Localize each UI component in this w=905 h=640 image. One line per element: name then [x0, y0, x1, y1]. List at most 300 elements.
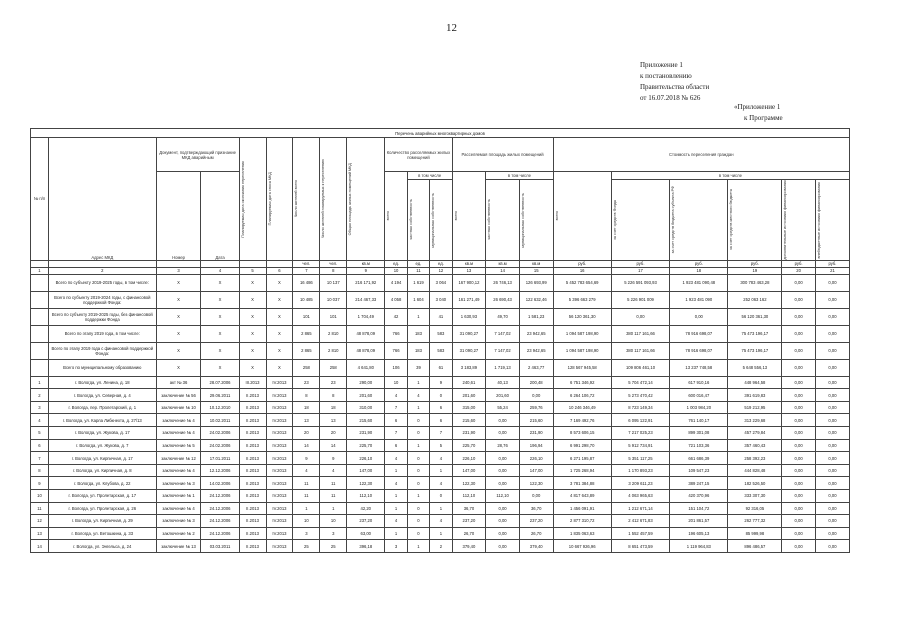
row-cell-g: 0	[407, 452, 429, 465]
summary-cell-c: 2 865	[293, 325, 320, 342]
row-cell-b: IV.2013	[266, 490, 293, 503]
row-cell-d: 25	[320, 540, 347, 553]
summary-cell-j: 7 147,02	[486, 342, 520, 359]
row-cell-addr: г. Вологда, ул. Клубова, д. 22	[48, 477, 156, 490]
row-cell-l: 1 835 063,63	[553, 527, 611, 540]
summary-cell-i: 31 090,27	[452, 342, 486, 359]
row-cell-q: 0,00	[815, 376, 849, 389]
row-cell-n2: 201 861,57	[670, 515, 728, 528]
row-cell-dn: акт № 36	[156, 376, 201, 389]
row-cell-q: 0,00	[815, 452, 849, 465]
summary-cell-f: 766	[385, 325, 407, 342]
summary-rows	[31, 274, 850, 376]
summary-cell-p: 0,00	[782, 359, 816, 376]
col-resettle-units-header: Количество расселяемых жилых помещений	[385, 138, 452, 172]
summary-cell-m: 5 226 901 009	[611, 291, 669, 308]
row-cell-n: 6	[31, 439, 49, 452]
summary-cell-p: 0,00	[782, 308, 816, 325]
row-cell-l: 7 169 492,76	[553, 414, 611, 427]
row-cell-n: 10	[31, 490, 49, 503]
summary-cell-doc_date: Х	[201, 274, 239, 291]
row-cell-addr: г. Вологда, ул. Жукова, д. 17	[48, 427, 156, 440]
summary-cell-g: 183	[407, 342, 429, 359]
column-number-row: 1 2 3 4 5 6 7 8 9 10 11 12 13 14 15 16 17 18 19 20 21	[31, 267, 850, 274]
row-cell-m: 4 063 965,63	[611, 490, 669, 503]
row-cell-dd: 28.07.2006	[201, 376, 239, 389]
row-cell-n: 2	[31, 389, 49, 402]
table-row	[31, 439, 850, 452]
row-cell-g: 0	[407, 414, 429, 427]
row-cell-o: 357 460,43	[728, 439, 782, 452]
row-cell-p: 0,00	[782, 376, 816, 389]
row-cell-f: 10	[385, 376, 407, 389]
table-row	[31, 401, 850, 414]
row-cell-dd: 03.03.2011	[201, 540, 239, 553]
row-cell-j: 201,60	[486, 389, 520, 402]
summary-cell-h: 61	[430, 359, 452, 376]
row-cell-dd: 24.12.2006	[201, 515, 239, 528]
col-cost-extra-header: внебюджетные источники финансирования	[815, 180, 849, 261]
row-cell-c: 3	[293, 527, 320, 540]
row-cell-k: 122,30	[519, 477, 553, 490]
house-list-table-container	[30, 128, 850, 628]
summary-cell-m: 0,00	[611, 308, 669, 325]
house-rows	[31, 376, 850, 552]
row-cell-k: 226,10	[519, 452, 553, 465]
col-num-header: № п/п	[31, 138, 49, 261]
summary-cell-i: 167 900,12	[452, 274, 486, 291]
row-cell-i: 201,60	[452, 389, 486, 402]
row-cell-n2: 1 003 984,20	[670, 401, 728, 414]
row-cell-o: 896 486,57	[728, 540, 782, 553]
summary-cell-a: Х	[239, 359, 266, 376]
summary-cell-e: 1 704,49	[347, 308, 385, 325]
row-cell-g: 1	[407, 376, 429, 389]
summary-cell-a: Х	[239, 342, 266, 359]
summary-cell-k: 1 581,23	[519, 308, 553, 325]
summary-cell-j: 26 746,13	[486, 274, 520, 291]
row-cell-f: 6	[385, 439, 407, 452]
row-cell-l: 6 991 298,70	[553, 439, 611, 452]
row-cell-addr: г. Вологда, ул. Кирпичная, д. 17	[48, 452, 156, 465]
summary-label-cell	[31, 325, 49, 342]
row-cell-o: 92 316,05	[728, 502, 782, 515]
summary-cell-j: 49,70	[486, 308, 520, 325]
row-cell-e: 112,10	[347, 490, 385, 503]
summary-cell-l: 1 094 587 198,90	[553, 325, 611, 342]
summary-cell-l: 1 094 587 198,90	[553, 342, 611, 359]
summary-cell-d: 10 037	[320, 291, 347, 308]
row-cell-c: 8	[293, 389, 320, 402]
col-cost-local-header: за счет средств местного бюджета	[728, 180, 782, 261]
row-cell-q: 0,00	[815, 439, 849, 452]
row-cell-dn: заключение № 13	[156, 540, 201, 553]
row-cell-d: 11	[320, 490, 347, 503]
row-cell-g: 0	[407, 515, 429, 528]
row-cell-p: 0,00	[782, 540, 816, 553]
row-cell-p: 0,00	[782, 389, 816, 402]
col-address-header: Адрес МКД	[48, 138, 156, 261]
summary-row	[31, 342, 850, 359]
table-title: Перечень аварийных многоквартирных домов	[31, 129, 850, 138]
row-cell-j: 40,13	[486, 376, 520, 389]
row-cell-e: 396,18	[347, 540, 385, 553]
row-cell-j: 0,00	[486, 515, 520, 528]
summary-cell-f: 4 194	[385, 274, 407, 291]
summary-cell-d: 10 137	[320, 274, 347, 291]
table-row	[31, 502, 850, 515]
summary-label: Всего по субъекту 2019-2025 годы, в том числе:	[48, 274, 156, 291]
summary-row	[31, 325, 850, 342]
summary-cell-h: 41	[430, 308, 452, 325]
summary-cell-b: Х	[266, 291, 293, 308]
row-cell-k: 237,20	[519, 515, 553, 528]
col-cost-header: Стоимость переселения граждан	[553, 138, 849, 172]
summary-cell-doc_date: Х	[201, 359, 239, 376]
summary-cell-d: 258	[320, 359, 347, 376]
row-cell-m: 1 552 457,59	[611, 527, 669, 540]
row-cell-b: IV.2013	[266, 452, 293, 465]
row-cell-p: 0,00	[782, 527, 816, 540]
table-row	[31, 540, 850, 553]
summary-cell-m: 5 226 591 093,93	[611, 274, 669, 291]
row-cell-m: 5 704 472,14	[611, 376, 669, 389]
col-units-sub-header: в том числе	[407, 172, 452, 180]
row-cell-m: 3 209 611,23	[611, 477, 669, 490]
col-cost-total-header: всего	[553, 172, 611, 261]
summary-cell-g: 39	[407, 359, 429, 376]
row-cell-g: 0	[407, 477, 429, 490]
col-units-private-header: частная собственность	[407, 180, 429, 261]
row-cell-dn: заключение № 1	[156, 490, 201, 503]
row-cell-d: 4	[320, 464, 347, 477]
row-cell-o: 391 619,83	[728, 389, 782, 402]
row-cell-f: 4	[385, 515, 407, 528]
row-cell-c: 14	[293, 439, 320, 452]
summary-row	[31, 359, 850, 376]
summary-cell-j: 7 147,02	[486, 325, 520, 342]
row-cell-n: 4	[31, 414, 49, 427]
row-cell-dn: заключение № 3	[156, 477, 201, 490]
row-cell-p: 0,00	[782, 515, 816, 528]
summary-cell-q: 0,00	[815, 308, 849, 325]
row-cell-e: 231,90	[347, 427, 385, 440]
summary-cell-f: 42	[385, 308, 407, 325]
col-area-group-header: Расселяемая площадь жилых помещений	[452, 138, 553, 172]
annex-program-block	[734, 102, 783, 124]
row-cell-dn: заключение № 4	[156, 427, 201, 440]
row-cell-b: IV.2013	[266, 414, 293, 427]
row-cell-a: II.2013	[239, 427, 266, 440]
row-cell-d: 18	[320, 401, 347, 414]
row-cell-q: 0,00	[815, 502, 849, 515]
row-cell-d: 10	[320, 515, 347, 528]
row-cell-g: 0	[407, 427, 429, 440]
row-cell-q: 0,00	[815, 389, 849, 402]
summary-label: Всего по субъекту 2019-2024 годы, с финансовой поддержкой Фонда:	[48, 291, 156, 308]
row-cell-e: 201,60	[347, 389, 385, 402]
summary-cell-doc_date: Х	[201, 308, 239, 325]
summary-cell-l: 128 567 945,58	[553, 359, 611, 376]
summary-cell-k: 23 942,65	[519, 325, 553, 342]
row-cell-a: II.2013	[239, 452, 266, 465]
row-cell-q: 0,00	[815, 527, 849, 540]
row-cell-j: 0,00	[486, 527, 520, 540]
row-cell-dd: 24.02.2006	[201, 427, 239, 440]
row-cell-n2: 151 104,72	[670, 502, 728, 515]
summary-cell-o: 75 473 196,17	[728, 325, 782, 342]
row-cell-dd: 10.02.2011	[201, 414, 239, 427]
row-cell-k: 379,40	[519, 540, 553, 553]
row-cell-l: 6 264 106,72	[553, 389, 611, 402]
summary-label: Всего по муниципальному образованию	[48, 359, 156, 376]
summary-cell-o: 56 120 361,30	[728, 308, 782, 325]
table-row	[31, 414, 850, 427]
row-cell-n2: 109 547,23	[670, 464, 728, 477]
col-area-header: Общая площадь жилых помещений МКД	[347, 138, 385, 261]
summary-cell-g: 183	[407, 325, 429, 342]
summary-cell-n: 78 916 698,07	[670, 342, 728, 359]
summary-cell-o: 5 648 556,13	[728, 359, 782, 376]
row-cell-m: 8 723 149,34	[611, 401, 669, 414]
row-cell-addr: г. Вологда, ул. Пролетарская, д. 26	[48, 502, 156, 515]
row-cell-addr: г. Вологда, ул. Пролетарская, д. 17	[48, 490, 156, 503]
row-cell-a: II.2013	[239, 389, 266, 402]
row-cell-p: 0,00	[782, 414, 816, 427]
row-cell-p: 0,00	[782, 477, 816, 490]
row-cell-b: IV.2013	[266, 527, 293, 540]
summary-cell-b: Х	[266, 359, 293, 376]
summary-cell-doc_date: Х	[201, 342, 239, 359]
row-cell-i: 240,61	[452, 376, 486, 389]
row-cell-l: 8 573 606,15	[553, 427, 611, 440]
col-doc-header: Документ, подтверждающий признание МКД аварийным	[156, 138, 239, 172]
summary-row	[31, 308, 850, 325]
row-cell-o: 519 212,95	[728, 401, 782, 414]
row-cell-dn: заключение № 3	[156, 515, 201, 528]
row-cell-l: 10 246 346,49	[553, 401, 611, 414]
row-cell-n: 11	[31, 502, 49, 515]
summary-cell-e: 4 641,80	[347, 359, 385, 376]
row-cell-dn: заключение № 5	[156, 439, 201, 452]
summary-cell-i: 161 271,49	[452, 291, 486, 308]
summary-cell-g: 1 604	[407, 291, 429, 308]
col-doc-num-header: Номер	[156, 172, 201, 261]
row-cell-m: 5 351 117,25	[611, 452, 669, 465]
row-cell-m: 6 095 122,91	[611, 414, 669, 427]
row-cell-h: 5	[430, 439, 452, 452]
summary-cell-g: 1 619	[407, 274, 429, 291]
row-cell-l: 3 781 384,88	[553, 477, 611, 490]
row-cell-n2: 899 301,08	[670, 427, 728, 440]
summary-cell-o: 300 783 463,28	[728, 274, 782, 291]
row-cell-e: 63,00	[347, 527, 385, 540]
row-cell-n: 3	[31, 401, 49, 414]
row-cell-c: 25	[293, 540, 320, 553]
summary-row	[31, 274, 850, 291]
row-cell-f: 1	[385, 527, 407, 540]
row-cell-d: 11	[320, 477, 347, 490]
row-cell-a: II.2013	[239, 515, 266, 528]
row-cell-h: 7	[430, 427, 452, 440]
row-cell-a: II.2013	[239, 401, 266, 414]
row-cell-h: 1	[430, 464, 452, 477]
row-cell-f: 3	[385, 540, 407, 553]
row-cell-e: 237,20	[347, 515, 385, 528]
summary-cell-p: 0,00	[782, 291, 816, 308]
row-cell-i: 215,60	[452, 414, 486, 427]
summary-cell-k: 126 693,99	[519, 274, 553, 291]
row-cell-b: IV.2013	[266, 376, 293, 389]
col-area-private-header: частная собственность	[486, 180, 520, 261]
row-cell-q: 0,00	[815, 540, 849, 553]
row-cell-j: 0,00	[486, 414, 520, 427]
row-cell-dd: 24.12.2006	[201, 502, 239, 515]
summary-cell-e: 48 878,09	[347, 325, 385, 342]
summary-cell-f: 766	[385, 342, 407, 359]
summary-label-cell	[31, 291, 49, 308]
row-cell-b: IV.2013	[266, 464, 293, 477]
row-cell-b: IV.2013	[266, 389, 293, 402]
row-cell-p: 0,00	[782, 439, 816, 452]
row-cell-q: 0,00	[815, 490, 849, 503]
row-cell-d: 3	[320, 527, 347, 540]
row-cell-a: II.2013	[239, 540, 266, 553]
col-doc-date-header: Дата	[201, 172, 239, 261]
summary-cell-doc_num: Х	[156, 274, 201, 291]
row-cell-addr: г. Вологда, ул. Кирпичная, д. 8	[48, 464, 156, 477]
summary-cell-d: 2 810	[320, 342, 347, 359]
summary-cell-d: 101	[320, 308, 347, 325]
summary-cell-n: 78 916 698,07	[670, 325, 728, 342]
row-cell-j: 112,10	[486, 490, 520, 503]
summary-cell-j: 26 690,43	[486, 291, 520, 308]
row-cell-l: 1 456 091,91	[553, 502, 611, 515]
row-cell-addr: г. Вологда, ул. Ленина, д. 18	[48, 376, 156, 389]
summary-cell-doc_date: Х	[201, 291, 239, 308]
summary-cell-h: 3 064	[430, 274, 452, 291]
row-cell-f: 1	[385, 464, 407, 477]
house-list-table	[30, 128, 850, 553]
summary-cell-c: 2 865	[293, 342, 320, 359]
row-cell-n2: 389 247,15	[670, 477, 728, 490]
row-cell-b: IV.2013	[266, 540, 293, 553]
row-cell-a: II.2013	[239, 502, 266, 515]
row-cell-n2: 420 370,96	[670, 490, 728, 503]
col-units-municipal-header: муниципальная собственность	[430, 180, 452, 261]
row-cell-dn: заключение № 56	[156, 389, 201, 402]
summary-cell-c: 101	[293, 308, 320, 325]
summary-cell-f: 4 058	[385, 291, 407, 308]
row-cell-c: 1	[293, 502, 320, 515]
summary-label: Всего по этапу 2019 года с финансовой поддержкой Фонда:	[48, 342, 156, 359]
row-cell-i: 226,10	[452, 452, 486, 465]
row-cell-k: 147,00	[519, 464, 553, 477]
row-cell-e: 290,00	[347, 376, 385, 389]
row-cell-q: 0,00	[815, 427, 849, 440]
row-cell-j: 0,00	[486, 427, 520, 440]
summary-label-cell	[31, 342, 49, 359]
row-cell-n: 14	[31, 540, 49, 553]
row-cell-m: 8 651 473,59	[611, 540, 669, 553]
row-cell-n: 8	[31, 464, 49, 477]
summary-cell-doc_num: Х	[156, 325, 201, 342]
row-cell-k: 259,76	[519, 401, 553, 414]
row-cell-k: 231,90	[519, 427, 553, 440]
col-planned-demolish-header: Планируемая дата сноса МКД	[266, 138, 293, 261]
row-cell-o: 85 999,98	[728, 527, 782, 540]
row-cell-o: 313 229,68	[728, 414, 782, 427]
row-cell-f: 1	[385, 502, 407, 515]
row-cell-n: 7	[31, 452, 49, 465]
row-cell-dd: 29.06.2011	[201, 389, 239, 402]
col-planned-settle-header: Планируемая дата окончания переселения	[239, 138, 266, 261]
summary-cell-a: Х	[239, 308, 266, 325]
row-cell-i: 379,40	[452, 540, 486, 553]
annex-line: Приложение 1	[640, 61, 683, 69]
summary-cell-c: 16 486	[293, 274, 320, 291]
summary-cell-n: 1 923 481 090	[670, 291, 728, 308]
row-cell-l: 10 667 926,96	[553, 540, 611, 553]
annex-line: к постановлению	[640, 72, 692, 80]
row-cell-d: 23	[320, 376, 347, 389]
row-cell-n: 12	[31, 515, 49, 528]
row-cell-g: 0	[407, 502, 429, 515]
row-cell-h: 4	[430, 452, 452, 465]
row-cell-a: II.2013	[239, 477, 266, 490]
summary-cell-b: Х	[266, 308, 293, 325]
row-cell-n2: 661 686,39	[670, 452, 728, 465]
row-cell-addr: г. Вологда, ул. Энгельса, д. 24	[48, 540, 156, 553]
row-cell-m: 5 273 470,42	[611, 389, 669, 402]
row-cell-dd: 10.12.2010	[201, 401, 239, 414]
summary-cell-h: 583	[430, 342, 452, 359]
summary-cell-q: 0,00	[815, 359, 849, 376]
row-cell-k: 196,94	[519, 439, 553, 452]
summary-cell-i: 31 090,27	[452, 325, 486, 342]
summary-row	[31, 291, 850, 308]
row-cell-d: 20	[320, 427, 347, 440]
row-cell-h: 4	[430, 515, 452, 528]
summary-cell-b: Х	[266, 274, 293, 291]
row-cell-h: 0	[430, 389, 452, 402]
summary-cell-i: 3 183,89	[452, 359, 486, 376]
summary-cell-a: Х	[239, 291, 266, 308]
row-cell-dd: 24.02.2006	[201, 439, 239, 452]
summary-cell-n: 13 237 748,58	[670, 359, 728, 376]
annex-line: Правительства области	[640, 83, 710, 91]
summary-label: Всего по субъекту 2019-2025 годы, без финансовой поддержки Фонда	[48, 308, 156, 325]
summary-cell-q: 0,00	[815, 342, 849, 359]
row-cell-addr: г. Вологда, ул. Кирпичная, д. 29	[48, 515, 156, 528]
row-cell-j: 0,00	[486, 452, 520, 465]
row-cell-n2: 600 016,47	[670, 389, 728, 402]
row-cell-n: 1	[31, 376, 49, 389]
row-cell-q: 0,00	[815, 515, 849, 528]
row-cell-p: 0,00	[782, 464, 816, 477]
row-cell-dd: 24.12.2006	[201, 527, 239, 540]
row-cell-o: 333 307,30	[728, 490, 782, 503]
summary-cell-i: 1 630,93	[452, 308, 486, 325]
row-cell-d: 14	[320, 439, 347, 452]
page-number: 12	[446, 22, 457, 34]
summary-cell-l: 56 120 361,30	[553, 308, 611, 325]
row-cell-dd: 14.02.2006	[201, 477, 239, 490]
row-cell-p: 0,00	[782, 490, 816, 503]
row-cell-f: 4	[385, 477, 407, 490]
table-row	[31, 490, 850, 503]
annex-program-line: к Программе	[744, 114, 783, 122]
